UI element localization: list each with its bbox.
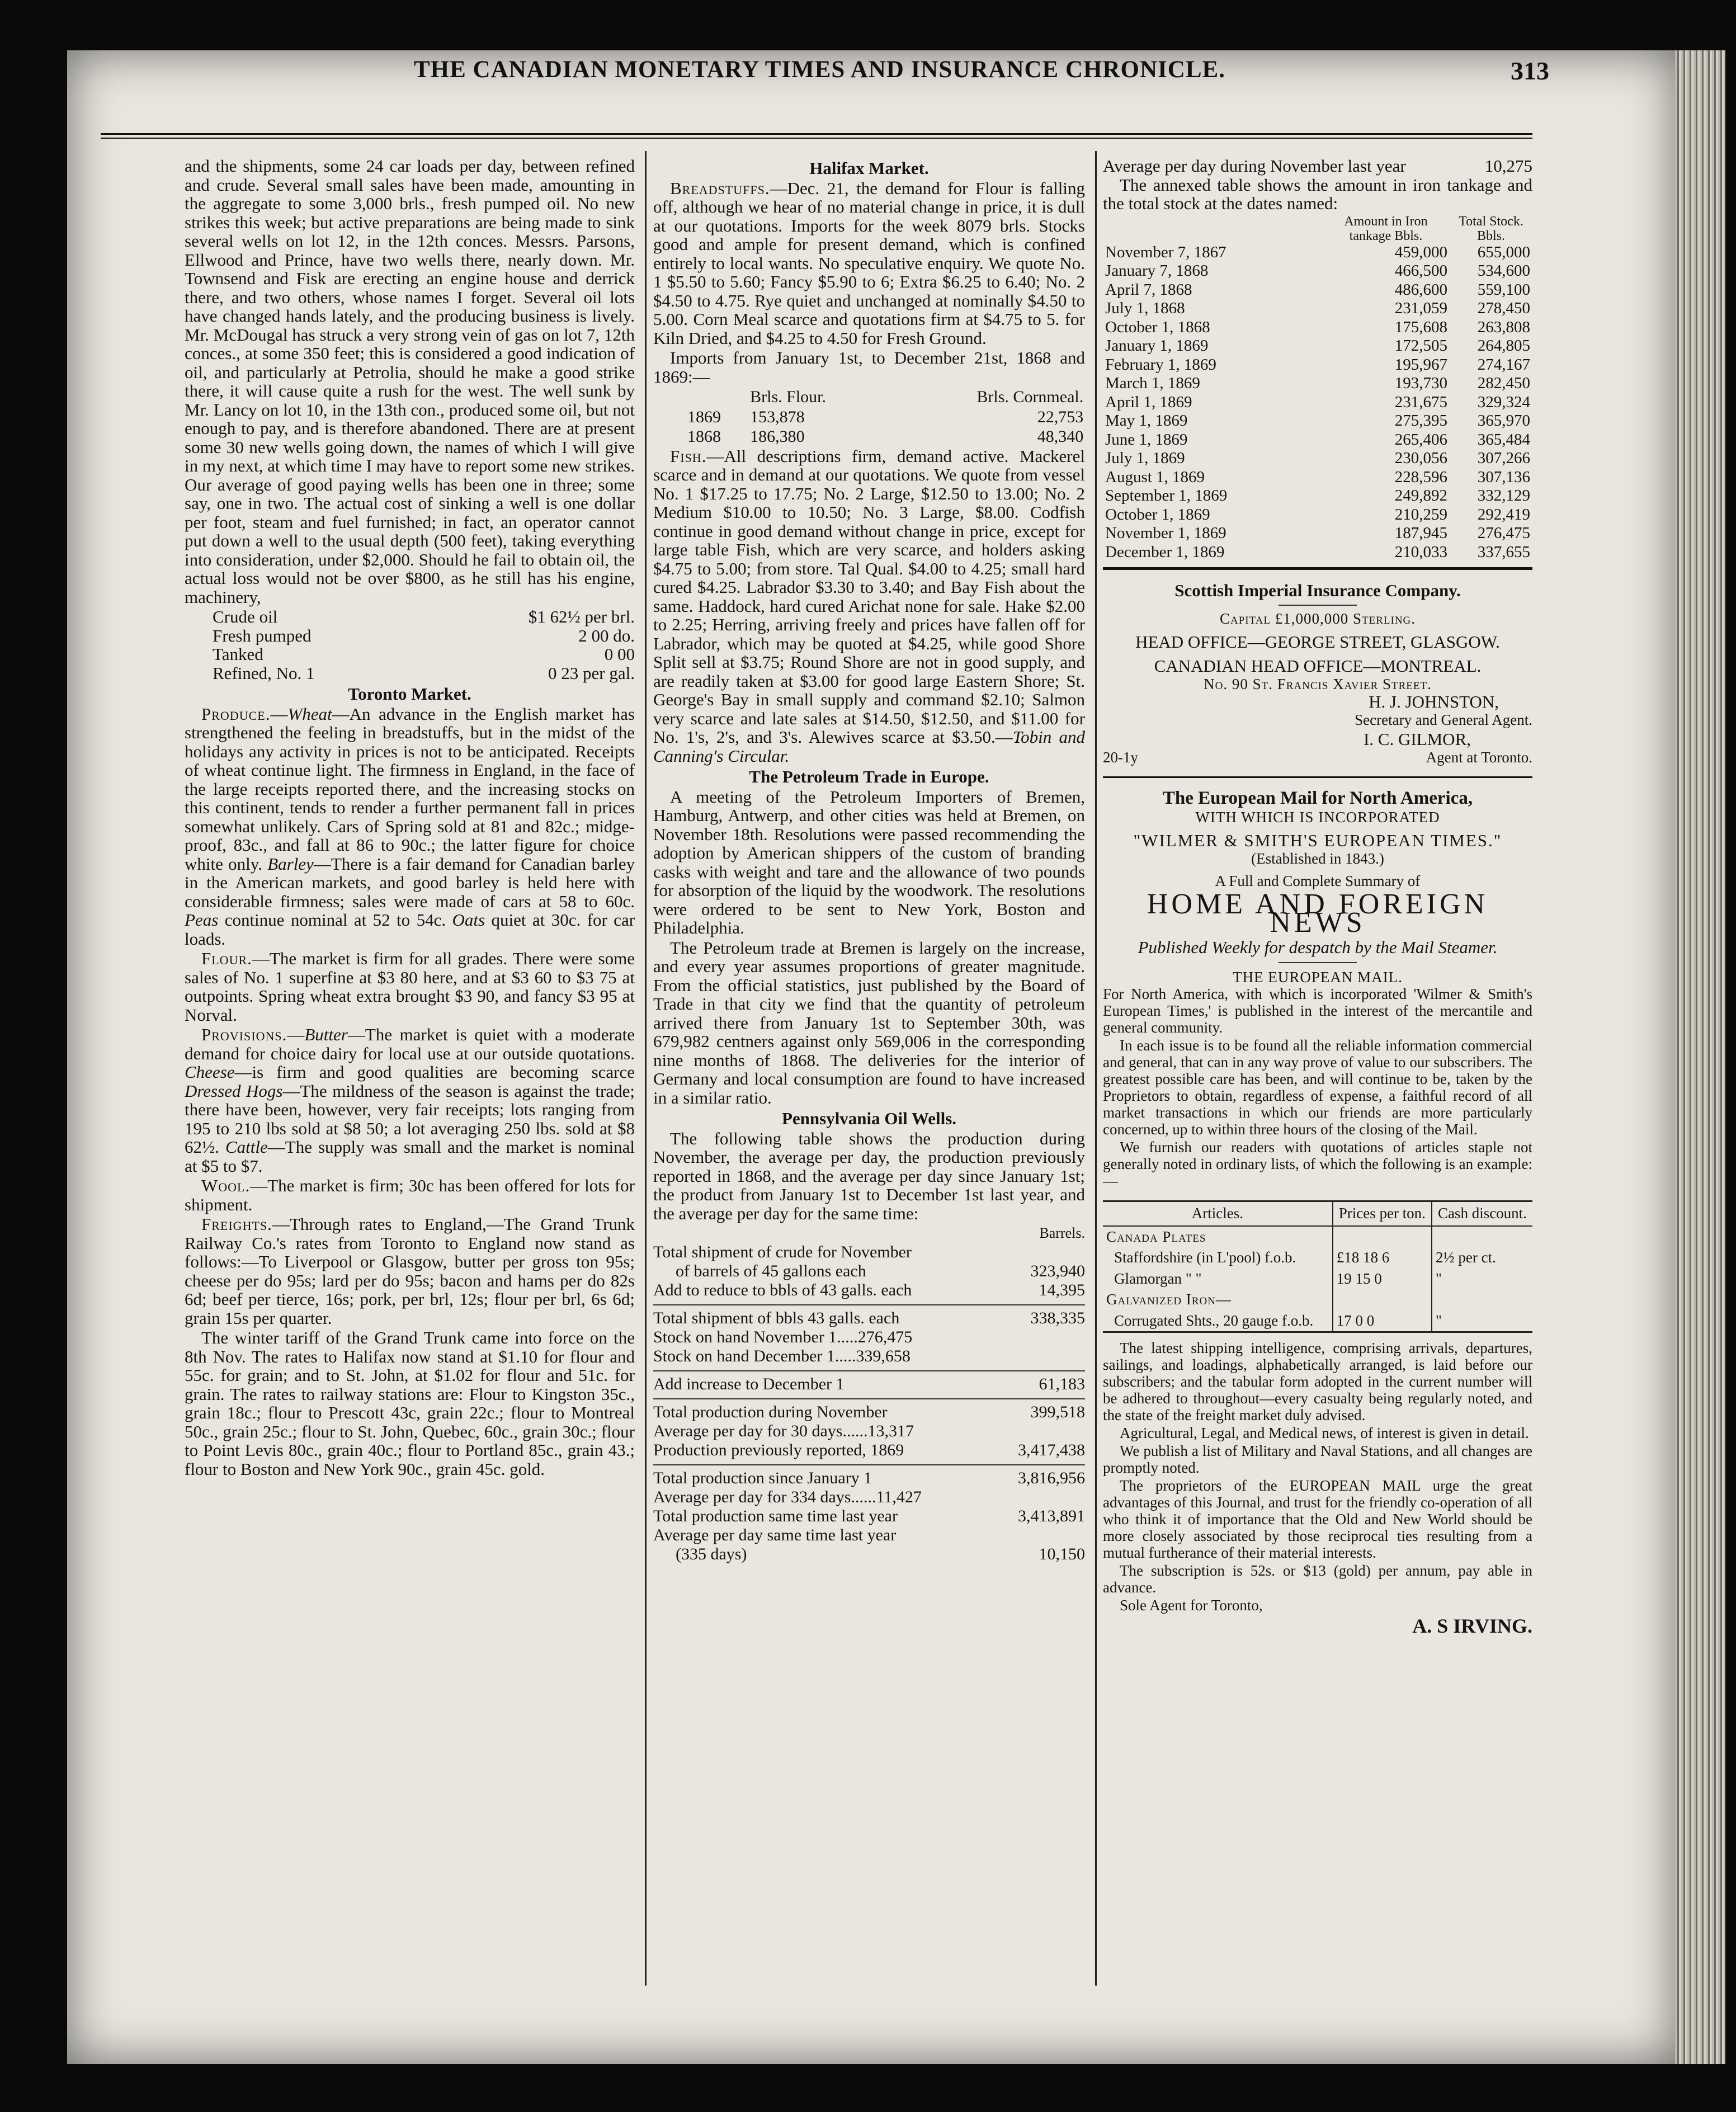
ad-heading: The European Mail for North America, [1162,788,1473,808]
tankage-col-head: Total Stock. Bbls. [1459,214,1523,243]
barrels-unit: Barrels. [1039,1225,1085,1241]
ad-big-title: HOME AND FOREIGN NEWS [1147,888,1489,939]
ad-canadian-office: CANADIAN HEAD OFFICE—MONTREAL. [1154,656,1482,676]
ad-paragraph: In each issue is to be found all the reliable information commercial and general, that can in any way prove of value to our subscribers. The greatest possible care has been, and will continue to be, taken by the Proprietors to obtain, regardless of expense, a faithful record of all market transactions in which our friends are more particularly concerned, up to within three hours of the closing of the Mail. [1103,1037,1532,1138]
ad-summary: A Full and Complete Summary of [1215,872,1421,889]
ad-signer: A. S IRVING. [1412,1615,1532,1637]
price-col-head: Articles. [1103,1201,1333,1226]
sum-rule [653,1370,1085,1371]
book-page-edges [1675,50,1725,2064]
fish-paragraph: Fish.—All descriptions firm, demand active. Mackerel scarce and in demand at our quotations. We quote from vessel No. 1 $17.25 to 17.75; No. 2 Large, $12.50 to 13.00; No. 2 Medium $10.00 to 10.50; No. 3 Large, $8.00. Codfish continue in good demand without change in price, except for large table Fish, which are very scarce, and holders asking $4.75 to 5.00; from store. Tal Qual. $4.00 to 4.25; small hard cured $4.25. Labrador $3.30 to 3.40; and Bay Fish about the same. Haddock, hard cured Arichat none for sale. Hake $2.00 to 2.25; Herring, arriving freely and prices have fallen off for Labrador, which may be quoted at $4.25, while good Shore Split sell at $3.75; Round Shore are not in good supply, and are readily taken at $3.00 for good large Eastern Shore; St. George's Bay in small supply and command $2.10; Salmon very scarce and late sales at $14.50, $12.50, and $11.00 for No. 1's, 2's, and 3's. Alewives scarce at $3.50.—Tobin and Canning's Circular. [653,446,1085,766]
production-row: Add to reduce to bbls of 43 galls. each 14,395 [653,1280,1085,1299]
tankage-col-head: Amount in Iron tankage Bbls. [1344,214,1428,243]
ad-subline: WITH WHICH IS INCORPORATED [1195,809,1440,826]
toronto-market-heading: Toronto Market. [348,684,471,704]
ad-agent-role: Secretary and General Agent. [1355,711,1532,728]
pennsylvania-heading: Pennsylvania Oil Wells. [781,1109,957,1128]
ad-paragraph: For North America, with which is incorporated 'Wilmer & Smith's European Times,' is published in the interest of the mercantile and general community. [1103,986,1532,1036]
production-row: Total shipment of bbls 43 galls. each 338,335 [653,1308,1085,1327]
price-row: Glamorgan " " 19 15 0 " [1103,1269,1532,1290]
oil-price-row: Refined, No. 1 0 23 per gal. [213,663,635,683]
section-rule [1103,567,1532,570]
price-col-head: Prices per ton. [1333,1201,1432,1226]
production-row: (335 days) 10,150 [676,1544,1085,1563]
ad-capital: Capital £1,000,000 Sterling. [1219,610,1416,627]
tankage-row: October 1, 1869 210,259 292,419 [1105,505,1530,524]
production-row: Average per day for 334 days......11,427 [653,1487,922,1506]
ad-divider [1279,605,1357,606]
production-row: Add increase to December 1 61,183 [653,1374,1085,1393]
production-row: Production previously reported, 1869 3,417,438 [653,1440,1085,1459]
ad-agent-name: I. C. GILMOR, [1363,729,1471,749]
price-row: Staffordshire (in L'pool) f.o.b. £18 18 6 2½ per ct. [1103,1247,1532,1269]
imports-col-head: Brls. Cornmeal. [976,388,1084,406]
tankage-row: March 1, 1869 193,730 282,450 [1105,374,1530,392]
header-rule [101,133,1532,135]
production-row: Total production during November 399,518 [653,1402,1085,1421]
provisions-paragraph: Provisions.—Butter—The market is quiet with a moderate demand for choice dairy for local use at our outside quotations. Cheese—is firm and good qualities are becoming scarce Dressed Hogs—The mildness of the season is against the trade; there have been, however, very fair receipts; lots ranging from 195 to 210 lbs sold at $8 50; a lot averaging 250 lbs. sold at $8 62½. Cattle—The supply was small and the market is nominal at $5 to $7. [185,1025,635,1176]
ad-established: (Established in 1843.) [1251,850,1384,867]
production-row: Stock on hand December 1.....339,658 [653,1346,911,1365]
tankage-row: April 7, 1868 486,600 559,100 [1105,280,1530,299]
section-rule [1103,776,1532,778]
tankage-row: July 1, 1869 230,056 307,266 [1105,449,1530,467]
imports-col-head: Brls. Flour. [750,388,826,406]
tankage-row: February 1, 1869 195,967 274,167 [1105,355,1530,374]
tankage-row: November 7, 1867 459,000 655,000 [1105,243,1530,261]
petroleum-paragraph-1: A meeting of the Petroleum Importers of Bremen, Hamburg, Antwerp, and other cities was held at Bremen, on November 18th. Resolutions were passed recommending the adoption by American shippers of the custom of branding casks with weight and tare and the allowance of two pounds for absorption of the liquid by the woodwork. The resolutions were ordered to be sent to New York, Boston and Philadelphia. [653,786,1085,937]
ad-paragraph: The latest shipping intelligence, comprising arrivals, departures, sailings, and loadings, alphabetically arranged, is laid before our subscribers; and the tabular form adopted in the current number will be adhered to throughout—every casualty being regularly noted, and the state of the freight market duly advised. [1103,1340,1532,1423]
ad-paragraph: We publish a list of Military and Naval Stations, and all changes are promptly noted. [1103,1442,1532,1476]
tankage-row: November 1, 1869 187,945 276,475 [1105,524,1530,542]
freights-paragraph: Freights.—Through rates to England,—The Grand Trunk Railway Co.'s rates from Toronto to England now stand as follows:—To Liverpool or Glasgow, butter per gross ton 95s; cheese per do 95s; lard per do 95s; bacon and hams per do 82s 6d; beef per tierce, 16s; pork, per brl, 12s; flour per brl, 6s 6d; grain 15s per quarter. [185,1214,635,1328]
tankage-intro: The annexed table shows the amount in iron tankage and the total stock at the dates named: [1103,175,1532,213]
wool-paragraph: Wool.—The market is firm; 30c has been offered for lots for shipment. [185,1176,635,1214]
running-title: THE CANADIAN MONETARY TIMES AND INSURANCE CHRONICLE. [414,56,1225,83]
sum-rule [653,1304,1085,1305]
price-row: Galvanized Iron— [1103,1289,1532,1310]
scottish-imperial-ad [1103,581,1532,767]
imports-row: 1868 186,380 48,340 [687,427,1084,446]
tankage-row: December 1, 1869 210,033 337,655 [1105,543,1530,561]
tankage-row: April 1, 1869 231,675 329,324 [1105,393,1530,411]
tankage-table [1103,214,1532,562]
tankage-row: May 1, 1869 275,395 365,970 [1105,412,1530,430]
ad-heading: Scottish Imperial Insurance Company. [1174,581,1461,600]
oil-report-paragraph: and the shipments, some 24 car loads per day, between refined and crude. Several small sales have been made, amounting in the aggregate to some 3,000 brls., fresh pumped oil. No new strikes this week; but active preparations are being made to sink several wells on lot 12, in the 12th conces. Messrs. Parsons, Ellwood and Prince, have two wells there, nearly down. Mr. Townsend and Fisk are erecting an engine house and derrick there, and two others, whose names I forget. Several oil lots have changed hands lately, and the producing business is lively. Mr. McDougal has struck a very strong vein of gas on lot 7, 12th conces., at some 350 feet; this is considered a good indication of oil, and particularly at Petrolia, should he make a good strike there, it will cause quite a rush for the west. The well sunk by Mr. Lancy on lot 10, in the 13th con., produced some oil, but not enough to pay, and is therefore abandoned. There are at present some 30 new wells going down, the names of which I will give in my next, at which time I may have to report some new strikes. Our average of good paying wells has been one in three; some say, one in two. The actual cost of sinking a well is one dollar per foot, steam and fuel furnished; in fact, an operator cannot put down a well to the usual depth (500 feet), taking everything into consideration, under $2,000. Should he fail to obtain oil, the actual loss would not be over $800, as he still has his engine, machinery, [185,157,635,607]
european-mail-ad [1103,789,1532,1636]
production-row: Average per day same time last year [653,1525,897,1544]
column-1 [185,157,635,1952]
ad-agent-name: H. J. JOHNSTON, [1369,691,1499,711]
header-rule-thin [101,138,1532,139]
oil-prices-list [185,607,635,682]
oil-price-row: Crude oil $1 62½ per brl. [213,607,635,626]
production-table [653,1243,1085,1564]
tankage-row: July 1, 1868 231,059 278,450 [1105,299,1530,317]
ad-agent-role: Agent at Toronto. [1426,749,1532,766]
flour-paragraph: Flour.—The market is firm for all grades. There were some sales of No. 1 superfine at $3 80 here, and at $3 60 to $3 75 at outpoints. Spring wheat extra brought $3 90, and fancy $3 95 at Norval. [185,949,635,1025]
ad-paragraph: Agricultural, Legal, and Medical news, of interest is given in detail. [1120,1425,1529,1441]
ad-divider [1279,962,1357,963]
ad-code: 20-1y [1103,749,1138,766]
winter-tariff-paragraph: The winter tariff of the Grand Trunk came into force on the 8th Nov. The rates to Halifax now stand at $1.10 for flour and 55c. for grain; and to St. John, at $1.02 for flour and 51c. for grain. The rates to railway stations are: Flour to Kingston 35c., grain 18c.; flour to Prescott 43c, grain 22c.; flour to Montreal 50c., grain 25c.; flour to St. John, Quebec, 60c., grain 30c.; flour to Point Levis 80c., grain 40c.; flour to Portland 85c., grain 43.; flour to Boston and New York 90c., grain 45c. gold. [185,1328,635,1479]
production-row: Total production same time last year 3,413,891 [653,1506,1085,1525]
tankage-row: September 1, 1869 249,892 332,129 [1105,487,1530,505]
ad-agent-line: Sole Agent for Toronto, [1120,1597,1263,1614]
imports-paragraph: Imports from January 1st, to December 21st, 1868 and 1869:— [653,348,1085,386]
imports-table [687,387,1084,447]
price-row: Canada Plates [1103,1226,1532,1248]
ad-paragraph: The subscription is 52s. or $13 (gold) per annum, pay able in advance. [1103,1562,1532,1596]
ad-subtitle: THE EUROPEAN MAIL. [1233,969,1403,986]
petroleum-paragraph-2: The Petroleum trade at Bremen is largely on the increase, and every year assumes proportions of greater magnitude. From the official statistics, just published by the Board of Trade in that city we find that the quantity of petroleum arrived there from January 1st to September 30th, was 679,982 centners against only 569,006 in the corresponding nine months of 1868. The deliveries for the interior of Germany and local consumption are found to have increased in a similar ratio. [653,937,1085,1107]
oil-price-row: Tanked 0 00 [213,644,635,664]
ad-published: Published Weekly for despatch by the Mail Steamer. [1138,937,1498,957]
tankage-row: January 1, 1869 172,505 264,805 [1105,337,1530,355]
tankage-row: August 1, 1869 228,596 307,136 [1105,468,1530,486]
production-row: Total shipment of crude for November [653,1242,912,1261]
production-row: of barrels of 45 gallons each 323,940 [676,1261,1085,1280]
sum-rule [653,1464,1085,1465]
sum-rule [653,1398,1085,1399]
pennsylvania-intro: The following table shows the production during November, the average per day, the production previously reported in 1868, and the average per day since January 1st; the product from January 1st to December 1st last year, and the average per day for the same time: [653,1128,1085,1223]
tankage-row: October 1, 1868 175,608 263,808 [1105,318,1530,336]
price-row: Corrugated Shts., 20 gauge f.o.b. 17 0 0 " [1103,1310,1532,1332]
oil-price-row: Fresh pumped 2 00 do. [213,625,635,645]
price-table [1103,1200,1532,1333]
column-rule-1 [645,151,647,1986]
ad-subline: "WILMER & SMITH'S EUROPEAN TIMES." [1133,831,1502,850]
imports-row: 1869 153,878 22,753 [687,407,1084,426]
ad-head-office: HEAD OFFICE—GEORGE STREET, GLASGOW. [1135,631,1500,652]
produce-paragraph: Produce.—Wheat—An advance in the English market has strengthened the feeling in breadstuffs, but in the midst of the holidays any activity in prices is not to be anticipated. Receipts of wheat continue light. The firmness in England, in the face of the large receipts reported there, and the increasing stocks on this continent, tends to render a further permanent fall in prices somewhat unlikely. Cars of Spring sold at 81 and 82c.; midge-proof, 83c., and fall at 86 to 90c.; the latter figure for choice white only. Barley—There is a fair demand for Canadian barley in the American markets, and good barley is held here with considerable firmness; sales were made of cars at 58 to 60c. Peas continue nominal at 52 to 54c. Oats quiet at 30c. for car loads. [185,704,635,949]
breadstuffs-paragraph: Breadstuffs.—Dec. 21, the demand for Flour is falling off, although we hear of no material change in price, it is dull at our quotations. Imports for the week 8079 brls. Stocks good and ample for present demand, which is confined entirely to local wants. No speculative enquiry. We quote No. 1 $5.50 to 5.60; Fancy $5.90 to 6; Extra $6.25 to 6.40; No. 2 $4.50 to 4.75. Rye quiet and unchanged at nominally $4.50 to 5.00. Corn Meal scarce and quotations firm at $4.75 to 5. for Kiln Dried, and $4.25 to 4.50 for Fresh Ground. [653,178,1085,348]
tankage-row: January 7, 1868 466,500 534,600 [1105,262,1530,280]
ad-address: No. 90 St. Francis Xavier Street. [1204,675,1432,692]
price-col-head: Cash discount. [1432,1201,1532,1226]
page-header [358,34,1611,101]
column-2 [653,157,1085,1952]
average-november-row: Average per day during November last year 10,275 [1103,157,1532,176]
halifax-market-heading: Halifax Market. [809,158,929,178]
ad-paragraph: We furnish our readers with quotations of articles staple not generally noted in ordinary lists, of which the following is an example:— [1103,1139,1532,1189]
column-rule-2 [1095,151,1097,1986]
production-row: Stock on hand November 1.....276,475 [653,1327,913,1346]
petroleum-europe-heading: The Petroleum Trade in Europe. [749,767,989,786]
page-number: 313 [1511,56,1549,85]
column-3 [1103,157,1532,1952]
ad-paragraph: The proprietors of the EUROPEAN MAIL urge the great advantages of this Journal, and trust for the friendly co-operation of all who think it of importance that the Old and New World should be more closely associated by those reciprocal ties resulting from a mutual furtherance of their material interests. [1103,1477,1532,1561]
production-row: Average per day for 30 days......13,317 [653,1421,914,1440]
production-row: Total production since January 1 3,816,956 [653,1468,1085,1487]
tankage-row: June 1, 1869 265,406 365,484 [1105,430,1530,449]
